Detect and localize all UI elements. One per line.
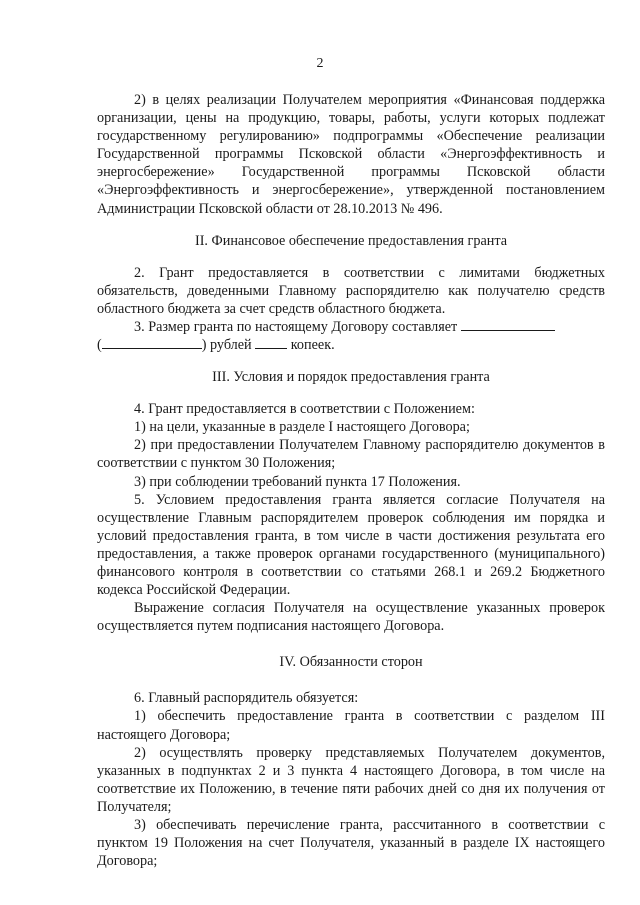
section-4-heading: IV. Обязанности сторон [279, 654, 423, 671]
paragraph-2-purpose: 2) в целях реализации Получателем мероприятия «Финансовая поддержка организации, цены на продукцию, товары, работы, услуги которых подлежат государственному регулированию» подпрограммы «Обеспечение реализации Государственной программы Псковской области «Энергоэффективность и энергосбережение» Государственной программы Псковской области «Энергоэффективность и энергосбережение», утвержденной постановлением Администрации Псковской области от 28.10.2013 № 496. [97, 92, 605, 217]
paragraph-4-item-3: 3) при соблюдении требований пункта 17 Положения. [134, 473, 461, 490]
paragraph-4-item-1: 1) на цели, указанные в разделе I настоящего Договора; [134, 419, 470, 436]
paragraph-4-intro: 4. Грант предоставляется в соответствии с Положением: [134, 401, 475, 418]
paragraph-6-item-2: 2) осуществлять проверку представляемых Получателем документов, указанных в подпунктах 2 и 3 пункта 4 настоящего Договора, в том числе на соответствие их Положению, в течение пяти рабочих дней со дня их получения от Получателя; [97, 744, 605, 815]
paragraph-6-intro: 6. Главный распорядитель обязуется: [134, 690, 359, 707]
paragraph-5-condition: 5. Условием предоставления гранта является согласие Получателя на осуществление Главным распорядителем проверок соблюдения им порядка и условий предоставления гранта, в том числе в части достижения результата его предоставления, а также проверок органами государственного (муниципального) финансового контроля в соответствии со статьями 268.1 и 269.2 Бюджетного кодекса Российской Федерации. [97, 491, 605, 599]
grant-amount-paren-open: ( [97, 337, 102, 354]
paragraph-5-consent: Выражение согласия Получателя на осуществление указанных проверок осуществляется путем подписания настоящего Договора. [97, 600, 605, 635]
grant-amount-kopecks-blank [255, 336, 287, 349]
paragraph-3-grant-amount-words [97, 336, 605, 354]
paragraph-6-item-3: 3) обеспечивать перечисление гранта, рассчитанного в соответствии с пунктом 19 Положения на счет Получателя, указанный в разделе IX настоящего Договора; [97, 817, 605, 870]
paragraph-2-grant-limits: 2. Грант предоставляется в соответствии с лимитами бюджетных обязательств, доведенными Главному распорядителю как получателю средств областного бюджета за счет средств областного бюджета. [97, 264, 605, 317]
section-3-heading: III. Условия и порядок предоставления гранта [212, 369, 490, 386]
grant-amount-rubles: ) рублей [201, 337, 252, 354]
document-body [97, 91, 605, 870]
paragraph-4-item-2: 2) при предоставлении Получателем Главному распорядителю документов в соответствии с пунктом 30 Положения; [97, 437, 605, 472]
paragraph-6-item-1: 1) обеспечить предоставление гранта в соответствии с разделом III настоящего Договора; [97, 708, 605, 743]
grant-amount-label: 3. Размер гранта по настоящему Договору составляет [134, 318, 458, 335]
paragraph-3-grant-amount [97, 318, 605, 336]
grant-amount-words-blank [102, 336, 202, 349]
section-2-heading: II. Финансовое обеспечение предоставления гранта [194, 232, 508, 249]
grant-amount-kopecks: копеек. [290, 337, 335, 354]
page-number: 2 [316, 56, 324, 71]
grant-amount-blank [461, 318, 555, 331]
